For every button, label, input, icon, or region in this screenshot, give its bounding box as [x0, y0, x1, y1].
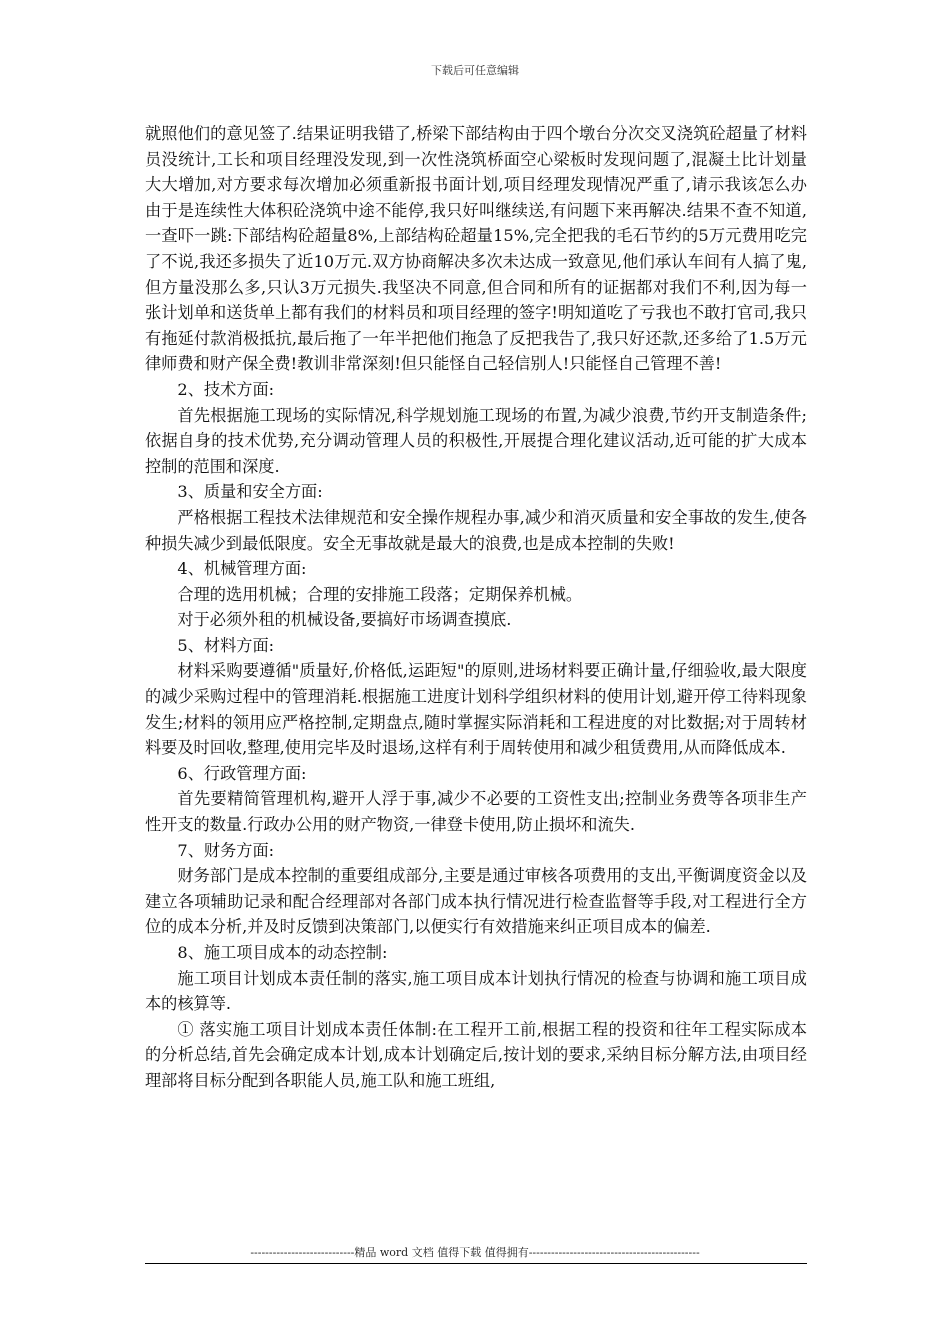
- section-heading-finance: 7、财务方面:: [177, 840, 275, 860]
- paragraph-technical: 首先根据施工现场的实际情况,科学规划施工现场的布置,为减少浪费,节约开支制造条件;依据自身的技术优势,充分调动管理人员的积极性,开展提合理化建议活动,近可能的扩大成本控制的范围和深度.: [145, 405, 807, 476]
- page-header: 下载后可任意编辑: [431, 64, 519, 77]
- section-heading-administration: 6、行政管理方面:: [177, 763, 307, 783]
- paragraph-quality-safety: 严格根据工程技术法律规范和安全操作规程办事,减少和消灭质量和安全事故的发生,使各种损失减少到最低限度。安全无事故就是最大的浪费,也是成本控制的失败!: [145, 507, 807, 553]
- section-heading-machinery: 4、机械管理方面:: [177, 559, 307, 579]
- paragraph-intro: 就照他们的意见签了.结果证明我错了,桥梁下部结构由于四个墩台分次交叉浇筑砼超量了材料员没统计,工长和项目经理没发现,到一次性浇筑桥面空心梁板时发现问题了,混凝土比计划量大大增加,对方要求每次增加必须重新报书面计划,项目经理发现情况严重了,请示我该怎么办 由于是连续性大体积砼浇筑中途不能停,我只好叫继续送,有问题下来再解决.结果不查不知道,一查吓一跳:下部结构砼超量8%,上部结构砼超量15%,完全把我的毛石节约的5万元费用吃完了不说,我还多损失了近10万元.双方协商解决多次未达成一致意见,他们承认车间有人搞了鬼,但方量没那么多,只认3万元损失.我坚决不同意,但合同和所有的证据都对我们不利,因为每一张计划单和送货单上都有我们的材料员和项目经理的签字!明知道吃了亏我也不敢打官司,我只有拖延付款消极抵抗,最后拖了一年半把他们拖急了反把我告了,我只好还款,还多给了1.5万元律师费和财产保全费!教训非常深刻!但只能怪自己轻信别人!只能怪自己管理不善!: [145, 124, 824, 374]
- paragraph-administration: 首先要精简管理机构,避开人浮于事,减少不必要的工资性支出;控制业务费等各项非生产性开支的数量.行政办公用的财产物资,一律登卡使用,防止损坏和流失.: [145, 789, 807, 835]
- paragraph-finance: 财务部门是成本控制的重要组成部分,主要是通过审核各项费用的支出,平衡调度资金以及建立各项辅助记录和配合经理部对各部门成本执行情况进行检查监督等手段,对工程进行全方位的成本分析,并及时反馈到决策部门,以便实行有效措施来纠正项目成本的偏差.: [145, 866, 807, 937]
- section-heading-materials: 5、材料方面:: [177, 635, 275, 655]
- paragraph-machinery-2: 对于必须外租的机械设备,要搞好市场调查摸底.: [177, 610, 512, 630]
- paragraph-machinery-1: 合理的选用机械；合理的安排施工段落；定期保养机械。: [177, 584, 583, 604]
- section-heading-quality-safety: 3、质量和安全方面:: [177, 482, 323, 502]
- page-footer: ----------------------------精品 word 文档 值得下载 值得拥有----------------------------------------------: [250, 1246, 700, 1259]
- paragraph-cost-responsibility: ① 落实施工项目计划成本责任体制:在工程开工前,根据工程的投资和往年工程实际成本的分析总结,首先会确定成本计划,成本计划确定后,按计划的要求,采纳目标分解方法,由项目经理部将目标分配到各职能人员,施工队和施工班组,: [145, 1019, 807, 1090]
- paragraph-dynamic-control: 施工项目计划成本责任制的落实,施工项目成本计划执行情况的检查与协调和施工项目成本的核算等.: [145, 968, 807, 1014]
- section-heading-dynamic-control: 8、施工项目成本的动态控制:: [177, 943, 388, 962]
- section-heading-technical: 2、技术方面:: [177, 379, 275, 399]
- footer-divider: [145, 1263, 807, 1264]
- document-body: [145, 121, 824, 1094]
- paragraph-materials: 材料采购要遵循"质量好,价格低,运距短"的原则,进场材料要正确计量,仔细验收,最大限度的减少采购过程中的管理消耗.根据施工进度计划科学组织材料的使用计划,避开停工待料现象发生;材料的领用应严格控制,定期盘点,随时掌握实际消耗和工程进度的对比数据;对于周转材料要及时回收,整理,使用完毕及时退场,这样有利于周转使用和减少租赁费用,从而降低成本.: [145, 661, 807, 758]
